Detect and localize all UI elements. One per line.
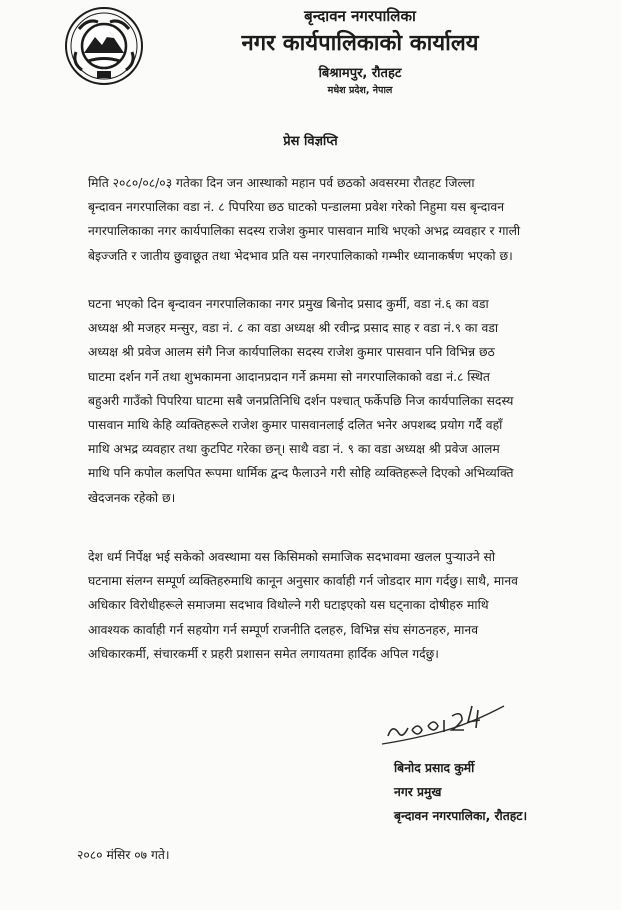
municipality-emblem-logo — [64, 6, 144, 86]
signer-name: बिनोद प्रसाद कुर्मी — [394, 761, 475, 775]
letterhead — [0, 0, 621, 104]
issue-date: २०८० मंसिर ०७ गते। — [77, 848, 170, 862]
signer-title: नगर प्रमुख — [394, 785, 442, 799]
paragraph-appeal: देश धर्म निर्पेक्ष भई सकेको अवस्थामा यस किसिमको समाजिक सदभावमा खलल पुर्‍याउने सो घटनामा संलग्न सम्पूर्ण व्यक्तिहरुमाथि कानून अनुसार कार्वाही गर्न जोडदार माग गर्दछु। साथै, मानव अधिकार विरोधीहरूले समाजमा सदभाव विथोल्ने गरी घटाइएको यस घट्नाका दोषीहरु माथि आवश्यक कार्वाही गर्न सहयोग गर्न सम्पूर्ण राजनीति दलहरु, विभिन्न संघ संगठनहरु, मानव अधिकारकर्मी, संचारकर्मी र प्रहरी प्रशासन समेत लगायतमा हार्दिक अपिल गर्दछु। — [88, 550, 518, 661]
office-address: बिश्रामपुर, रौतहट — [318, 66, 402, 81]
paragraph-incident: मिति २०८०/०८/०३ गतेका दिन जन आस्थाको महान पर्व छठको अवसरमा रौतहट जिल्ला बृन्दावन नगरपालिका वडा नं. ८ पिपरिया छठ घाटको पन्डालमा प्रवेश गरेको निहुमा यस बृन्दावन नगरपालिकाका नगर कार्यपालिका सदस्य राजेश कुमार पासवान माथि भएको अभद्र व्यवहार र गाली बेइज्जति र जातीय छुवाछूत तथा भेदभाव प्रति यस नगरपालिकाको गम्भीर ध्यानाकर्षण भएको छ। — [88, 176, 521, 263]
document-title: प्रेस विज्ञप्ति — [283, 134, 338, 149]
office-name: नगर कार्यपालिकाको कार्यालय — [241, 31, 479, 56]
municipality-name: बृन्दावन नगरपालिका — [304, 7, 416, 25]
handwritten-signature — [378, 698, 508, 748]
province-name: मधेश प्रदेश, नेपाल — [327, 85, 393, 96]
paragraph-details: घटना भएको दिन बृन्दावन नगरपालिकाका नगर प्रमुख बिनोद प्रसाद कुर्मी, वडा नं.६ का वडा अध्यक्ष श्री मजहर मन्सुर, वडा नं. ८ का वडा अध्यक्ष श्री रवीन्द्र प्रसाद साह र वडा नं.९ का वडा अध्यक्ष श्री प्रवेज आलम संगै निज कार्यपालिका सदस्य राजेश कुमार पासवान पनि विभिन्न छठ घाटमा दर्शन गर्ने तथा शुभकामना आदानप्रदान गर्ने क्रममा सो नगरपालिकाको वडा नं.८ स्थित बहुअरी गाउँको पिपरिया घाटमा सबै जनप्रतिनिधि दर्शन पश्चात् फर्केपछि निज कार्यपालिका सदस्य पासवान माथि केहि व्यक्तिहरूले राजेश कुमार पासवानलाई दलित भनेर अपशब्द प्रयोग गर्दै वहाँ माथि अभद्र व्यवहार तथा कुटपिट गरेका छन्। साथै वडा नं. ९ का वडा अध्यक्ष श्री प्रवेज आलम माथि पनि कपोल कलपित रूपमा धार्मिक द्वन्द फैलाउने गरी सोहि व्यक्तिहरूले दिएको अभिव्यक्ति खेदजनक रहेको छ। — [88, 297, 514, 505]
signer-office: बृन्दावन नगरपालिका, रौतहट। — [394, 809, 528, 823]
